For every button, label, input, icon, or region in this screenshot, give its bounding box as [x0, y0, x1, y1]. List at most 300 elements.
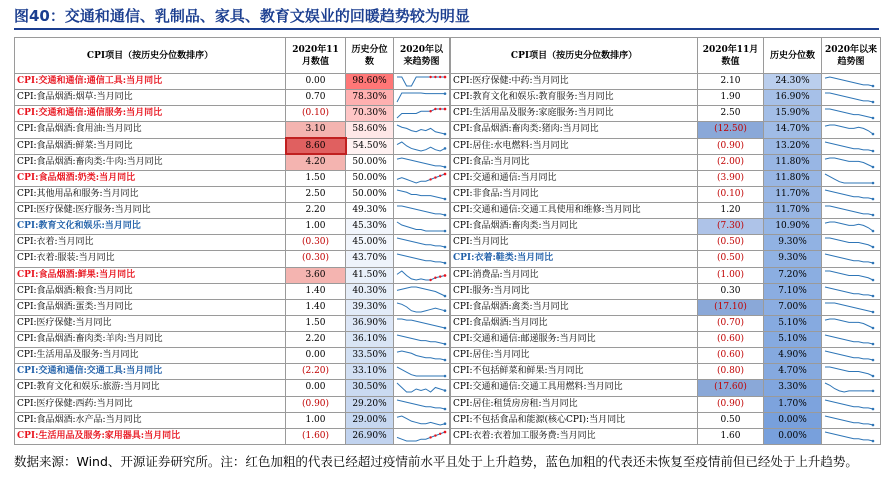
row-trend	[822, 332, 881, 348]
row-trend	[822, 203, 881, 219]
row-trend	[822, 170, 881, 186]
row-label: CPI:生活用品及服务:家用器具:当月同比	[15, 428, 286, 444]
sparkline-path	[397, 287, 445, 296]
row-trend	[394, 251, 450, 267]
header-item: CPI项目（按历史分位数排序）	[15, 38, 286, 74]
sparkline-last-point	[444, 165, 447, 168]
row-trend	[394, 348, 450, 364]
sparkline-path	[825, 432, 873, 441]
sparkline-path	[397, 142, 445, 151]
table-row	[15, 283, 450, 299]
row-percentile: 4.70%	[764, 364, 822, 380]
row-trend	[394, 154, 450, 170]
trend-sparkline	[394, 301, 448, 314]
sparkline-path	[825, 303, 873, 312]
row-trend	[822, 219, 881, 235]
table-row	[451, 428, 881, 444]
row-label: CPI:消费品:当月同比	[451, 267, 698, 283]
trend-sparkline	[394, 75, 448, 88]
table-row	[451, 283, 881, 299]
sparkline-last-point	[872, 117, 875, 120]
figure-title: 图40：交通和通信、乳制品、家具、教育文娱业的回暖趋势较为明显	[14, 7, 470, 25]
sparkline-last-point	[872, 101, 875, 104]
row-value: (0.70)	[698, 315, 764, 331]
row-percentile: 0.00%	[764, 412, 822, 428]
row-percentile: 11.70%	[764, 203, 822, 219]
row-value: (2.20)	[286, 364, 346, 380]
row-trend	[822, 428, 881, 444]
trend-sparkline	[822, 140, 876, 153]
row-percentile: 4.90%	[764, 348, 822, 364]
row-label: CPI:食品烟酒:粮食:当月同比	[15, 283, 286, 299]
row-percentile: 10.90%	[764, 219, 822, 235]
row-value: (0.10)	[698, 186, 764, 202]
sparkline-marker	[439, 275, 441, 277]
table-row	[451, 170, 881, 186]
sparkline-last-point	[444, 407, 447, 410]
row-value: (17.10)	[698, 299, 764, 315]
table-row	[15, 138, 450, 154]
trend-sparkline	[822, 414, 876, 427]
trend-sparkline	[394, 140, 448, 153]
row-value: (0.60)	[698, 348, 764, 364]
header-value: 2020年11月数值	[698, 38, 764, 74]
sparkline-last-point	[872, 182, 875, 185]
sparkline-last-point	[444, 147, 447, 150]
table-row	[15, 380, 450, 396]
row-percentile: 45.30%	[346, 219, 394, 235]
row-trend	[394, 267, 450, 283]
row-percentile: 45.00%	[346, 235, 394, 251]
row-percentile: 7.00%	[764, 299, 822, 315]
row-percentile: 39.30%	[346, 299, 394, 315]
row-label: CPI:食品:当月同比	[451, 154, 698, 170]
table-row	[451, 315, 881, 331]
table-row	[451, 235, 881, 251]
sparkline-path	[397, 254, 445, 263]
row-value: 2.20	[286, 332, 346, 348]
sparkline-last-point	[444, 390, 447, 393]
sparkline-path	[397, 206, 445, 215]
table-row	[451, 74, 881, 90]
row-trend	[822, 267, 881, 283]
row-value: 1.50	[286, 170, 346, 186]
row-trend	[822, 90, 881, 106]
sparkline-last-point	[872, 294, 875, 297]
sparkline-last-point	[444, 274, 447, 277]
sparkline-last-point	[444, 214, 447, 217]
row-percentile: 14.70%	[764, 122, 822, 138]
row-label: CPI:食品烟酒:鲜菜:当月同比	[15, 138, 286, 154]
row-value: 0.00	[286, 348, 346, 364]
table-row	[451, 186, 881, 202]
sparkline-last-point	[872, 407, 875, 410]
row-value: 2.50	[698, 106, 764, 122]
row-value: 8.60	[286, 138, 346, 154]
row-label: CPI:交通和通信:当月同比	[451, 170, 698, 186]
row-value: 1.40	[286, 283, 346, 299]
row-label: CPI:交通和通信:交通工具:当月同比	[15, 364, 286, 380]
table-row	[451, 267, 881, 283]
row-trend	[822, 364, 881, 380]
table-row	[15, 364, 450, 380]
sparkline-path	[825, 335, 873, 344]
sparkline-path	[397, 432, 445, 441]
sparkline-last-point	[872, 278, 875, 281]
row-percentile: 98.60%	[346, 74, 394, 90]
sparkline-path	[825, 351, 873, 360]
row-percentile: 58.60%	[346, 122, 394, 138]
row-label: CPI:生活用品及服务:家庭服务:当月同比	[451, 106, 698, 122]
row-percentile: 33.10%	[346, 364, 394, 380]
trend-sparkline	[394, 317, 448, 330]
row-value: (0.10)	[286, 106, 346, 122]
row-percentile: 7.20%	[764, 267, 822, 283]
row-label: CPI:居住:水电燃料:当月同比	[451, 138, 698, 154]
row-value: (0.60)	[698, 332, 764, 348]
trend-sparkline	[822, 236, 876, 249]
row-percentile: 11.70%	[764, 186, 822, 202]
sparkline-path	[397, 125, 445, 134]
row-label: CPI:食品烟酒:水产品:当月同比	[15, 412, 286, 428]
table-row	[451, 251, 881, 267]
row-value: (0.50)	[698, 235, 764, 251]
row-label: CPI:衣着:鞋类:当月同比	[451, 251, 698, 267]
row-label: CPI:其他用品和服务:当月同比	[15, 186, 286, 202]
row-trend	[822, 299, 881, 315]
sparkline-path	[825, 125, 873, 134]
sparkline-last-point	[872, 359, 875, 362]
trend-sparkline	[822, 156, 876, 169]
sparkline-last-point	[872, 262, 875, 265]
table-row	[15, 106, 450, 122]
row-label: CPI:教育文化和娱乐:当月同比	[15, 219, 286, 235]
trend-sparkline	[394, 220, 448, 233]
row-trend	[394, 90, 450, 106]
row-value: (2.00)	[698, 154, 764, 170]
sparkline-path	[397, 109, 445, 118]
row-label: CPI:衣着:当月同比	[15, 235, 286, 251]
trend-sparkline	[394, 333, 448, 346]
row-percentile: 11.80%	[764, 154, 822, 170]
trend-sparkline	[822, 349, 876, 362]
sparkline-path	[397, 174, 445, 183]
row-percentile: 33.50%	[346, 348, 394, 364]
table-row	[451, 203, 881, 219]
row-trend	[822, 396, 881, 412]
sparkline-path	[825, 383, 873, 392]
sparkline-path	[825, 158, 873, 167]
table-row	[15, 348, 450, 364]
row-percentile: 9.30%	[764, 251, 822, 267]
row-value: 3.10	[286, 122, 346, 138]
table-row	[15, 428, 450, 444]
sparkline-last-point	[444, 375, 447, 378]
sparkline-last-point	[872, 375, 875, 378]
trend-sparkline	[394, 188, 448, 201]
table-row	[451, 154, 881, 170]
table-row	[451, 299, 881, 315]
row-percentile: 5.10%	[764, 332, 822, 348]
trend-sparkline	[394, 91, 448, 104]
sparkline-last-point	[444, 359, 447, 362]
trend-sparkline	[822, 91, 876, 104]
row-label: CPI:交通和通信:通信工具:当月同比	[15, 74, 286, 90]
row-label: CPI:医疗保健:当月同比	[15, 315, 286, 331]
row-percentile: 43.70%	[346, 251, 394, 267]
trend-sparkline	[394, 430, 448, 443]
row-percentile: 29.00%	[346, 412, 394, 428]
sparkline-marker	[439, 432, 441, 434]
sparkline-path	[397, 190, 445, 199]
trend-sparkline	[822, 220, 876, 233]
sparkline-marker	[434, 108, 436, 110]
row-percentile: 29.20%	[346, 396, 394, 412]
row-label: CPI:衣着:服装:当月同比	[15, 251, 286, 267]
sparkline-marker	[429, 178, 431, 180]
sparkline-last-point	[444, 422, 447, 425]
table-row	[451, 122, 881, 138]
row-value: 0.50	[698, 412, 764, 428]
row-value: 2.20	[286, 203, 346, 219]
row-label: CPI:食品烟酒:禽类:当月同比	[451, 299, 698, 315]
row-value: 1.40	[286, 299, 346, 315]
row-label: CPI:食品烟酒:蛋类:当月同比	[15, 299, 286, 315]
table-row	[451, 90, 881, 106]
trend-sparkline	[822, 430, 876, 443]
sparkline-path	[825, 319, 873, 328]
sparkline-last-point	[444, 327, 447, 330]
row-label: CPI:食品烟酒:烟草:当月同比	[15, 90, 286, 106]
sparkline-path	[825, 400, 873, 409]
row-trend	[822, 74, 881, 90]
row-percentile: 24.30%	[764, 74, 822, 90]
row-value: (0.90)	[286, 396, 346, 412]
sparkline-path	[397, 158, 445, 167]
sparkline-marker	[429, 110, 431, 112]
row-trend	[394, 74, 450, 90]
row-percentile: 49.30%	[346, 203, 394, 219]
row-percentile: 70.30%	[346, 106, 394, 122]
header-value: 2020年11月数值	[286, 38, 346, 74]
row-value: 0.70	[286, 90, 346, 106]
row-label: CPI:居住:当月同比	[451, 348, 698, 364]
table-row	[15, 251, 450, 267]
row-label: CPI:交通和通信:邮递服务:当月同比	[451, 332, 698, 348]
sparkline-last-point	[872, 390, 875, 393]
header-pct: 历史分位数	[346, 38, 394, 74]
row-value: 1.90	[698, 90, 764, 106]
row-value: 3.60	[286, 267, 346, 283]
table-row	[15, 203, 450, 219]
row-trend	[394, 138, 450, 154]
row-trend	[822, 138, 881, 154]
sparkline-path	[397, 93, 445, 102]
row-trend	[394, 219, 450, 235]
row-percentile: 15.90%	[764, 106, 822, 122]
row-label: CPI:交通和通信:通信服务:当月同比	[15, 106, 286, 122]
trend-sparkline	[822, 204, 876, 217]
sparkline-last-point	[444, 173, 447, 176]
row-trend	[822, 348, 881, 364]
sparkline-path	[825, 416, 873, 425]
sparkline-last-point	[872, 133, 875, 136]
row-label: CPI:衣着:衣着加工服务费:当月同比	[451, 428, 698, 444]
row-label: CPI:食品烟酒:畜肉类:羊肉:当月同比	[15, 332, 286, 348]
trend-sparkline	[822, 172, 876, 185]
sparkline-path	[825, 93, 873, 102]
table-row	[15, 267, 450, 283]
trend-sparkline	[822, 317, 876, 330]
row-percentile: 9.30%	[764, 235, 822, 251]
row-value: (3.90)	[698, 170, 764, 186]
sparkline-last-point	[872, 230, 875, 233]
table-row	[15, 332, 450, 348]
tables-container	[14, 37, 879, 445]
trend-sparkline	[822, 333, 876, 346]
sparkline-marker	[434, 434, 436, 436]
table-row	[15, 154, 450, 170]
sparkline-last-point	[872, 343, 875, 346]
trend-sparkline	[822, 252, 876, 265]
row-value: 2.50	[286, 186, 346, 202]
table-row	[15, 396, 450, 412]
sparkline-marker	[429, 278, 431, 280]
row-trend	[394, 283, 450, 299]
row-trend	[394, 106, 450, 122]
row-label: CPI:不包括鲜菜和鲜果:当月同比	[451, 364, 698, 380]
row-percentile: 7.10%	[764, 283, 822, 299]
sparkline-last-point	[444, 431, 447, 434]
trend-sparkline	[394, 252, 448, 265]
sparkline-last-point	[444, 198, 447, 201]
row-label: CPI:教育文化和娱乐:旅游:当月同比	[15, 380, 286, 396]
row-trend	[394, 186, 450, 202]
table-row	[15, 90, 450, 106]
row-value: (0.30)	[286, 251, 346, 267]
trend-sparkline	[394, 172, 448, 185]
sparkline-last-point	[872, 149, 875, 152]
row-label: CPI:教育文化和娱乐:教育服务:当月同比	[451, 90, 698, 106]
trend-sparkline	[822, 301, 876, 314]
left-table	[14, 37, 450, 445]
row-label: CPI:食品烟酒:食用油:当月同比	[15, 122, 286, 138]
row-percentile: 36.10%	[346, 332, 394, 348]
row-value: 1.00	[286, 219, 346, 235]
sparkline-last-point	[444, 262, 447, 265]
row-percentile: 5.10%	[764, 315, 822, 331]
sparkline-last-point	[444, 309, 447, 312]
sparkline-last-point	[872, 327, 875, 330]
row-trend	[822, 186, 881, 202]
sparkline-path	[825, 77, 873, 86]
sparkline-marker	[439, 174, 441, 176]
table-row	[15, 170, 450, 186]
row-label: CPI:当月同比	[451, 235, 698, 251]
trend-sparkline	[394, 285, 448, 298]
row-label: CPI:不包括食品和能源(核心CPI):当月同比	[451, 412, 698, 428]
sparkline-last-point	[444, 76, 447, 79]
row-value: (1.60)	[286, 428, 346, 444]
header-pct: 历史分位数	[764, 38, 822, 74]
row-value: 4.20	[286, 154, 346, 170]
row-trend	[822, 251, 881, 267]
row-percentile: 0.00%	[764, 428, 822, 444]
row-label: CPI:交通和通信:交通工具用燃料:当月同比	[451, 380, 698, 396]
row-percentile: 36.90%	[346, 315, 394, 331]
row-label: CPI:居住:租赁房房租:当月同比	[451, 396, 698, 412]
row-trend	[394, 380, 450, 396]
sparkline-path	[825, 174, 873, 183]
row-percentile: 50.00%	[346, 154, 394, 170]
trend-sparkline	[822, 269, 876, 282]
table-row	[451, 364, 881, 380]
row-label: CPI:医疗保健:医疗服务:当月同比	[15, 203, 286, 219]
sparkline-path	[825, 222, 873, 231]
row-value: (1.00)	[698, 267, 764, 283]
trend-sparkline	[822, 365, 876, 378]
table-row	[451, 380, 881, 396]
row-percentile: 26.90%	[346, 428, 394, 444]
trend-sparkline	[394, 107, 448, 120]
sparkline-last-point	[444, 230, 447, 233]
row-trend	[394, 364, 450, 380]
trend-sparkline	[394, 236, 448, 249]
row-value: (12.50)	[698, 122, 764, 138]
sparkline-last-point	[444, 246, 447, 249]
table-row	[15, 74, 450, 90]
row-label: CPI:非食品:当月同比	[451, 186, 698, 202]
row-trend	[394, 315, 450, 331]
sparkline-path	[825, 190, 873, 199]
trend-sparkline	[822, 75, 876, 88]
trend-sparkline	[822, 123, 876, 136]
row-value: 1.60	[698, 428, 764, 444]
row-trend	[394, 428, 450, 444]
sparkline-marker	[429, 436, 431, 438]
sparkline-last-point	[444, 294, 447, 297]
sparkline-last-point	[872, 311, 875, 314]
row-trend	[394, 396, 450, 412]
row-label: CPI:食品烟酒:畜肉类:猪肉:当月同比	[451, 122, 698, 138]
table-row	[451, 412, 881, 428]
table-row	[15, 412, 450, 428]
sparkline-marker	[439, 108, 441, 110]
header-trend: 2020年以来趋势图	[394, 38, 450, 74]
row-trend	[394, 235, 450, 251]
sparkline-path	[825, 271, 873, 280]
row-value: 0.30	[698, 283, 764, 299]
row-value: 0.00	[286, 74, 346, 90]
row-trend	[394, 170, 450, 186]
row-trend	[822, 315, 881, 331]
sparkline-last-point	[872, 198, 875, 201]
sparkline-last-point	[872, 440, 875, 443]
sparkline-path	[397, 303, 445, 312]
sparkline-path	[397, 222, 445, 231]
sparkline-path	[397, 416, 445, 425]
row-label: CPI:服务:当月同比	[451, 283, 698, 299]
row-trend	[394, 299, 450, 315]
sparkline-path	[397, 400, 445, 409]
title-rule	[14, 28, 879, 30]
sparkline-path	[825, 287, 873, 296]
trend-sparkline	[394, 398, 448, 411]
trend-sparkline	[394, 269, 448, 282]
row-value: 1.20	[698, 203, 764, 219]
trend-sparkline	[394, 414, 448, 427]
trend-sparkline	[822, 107, 876, 120]
